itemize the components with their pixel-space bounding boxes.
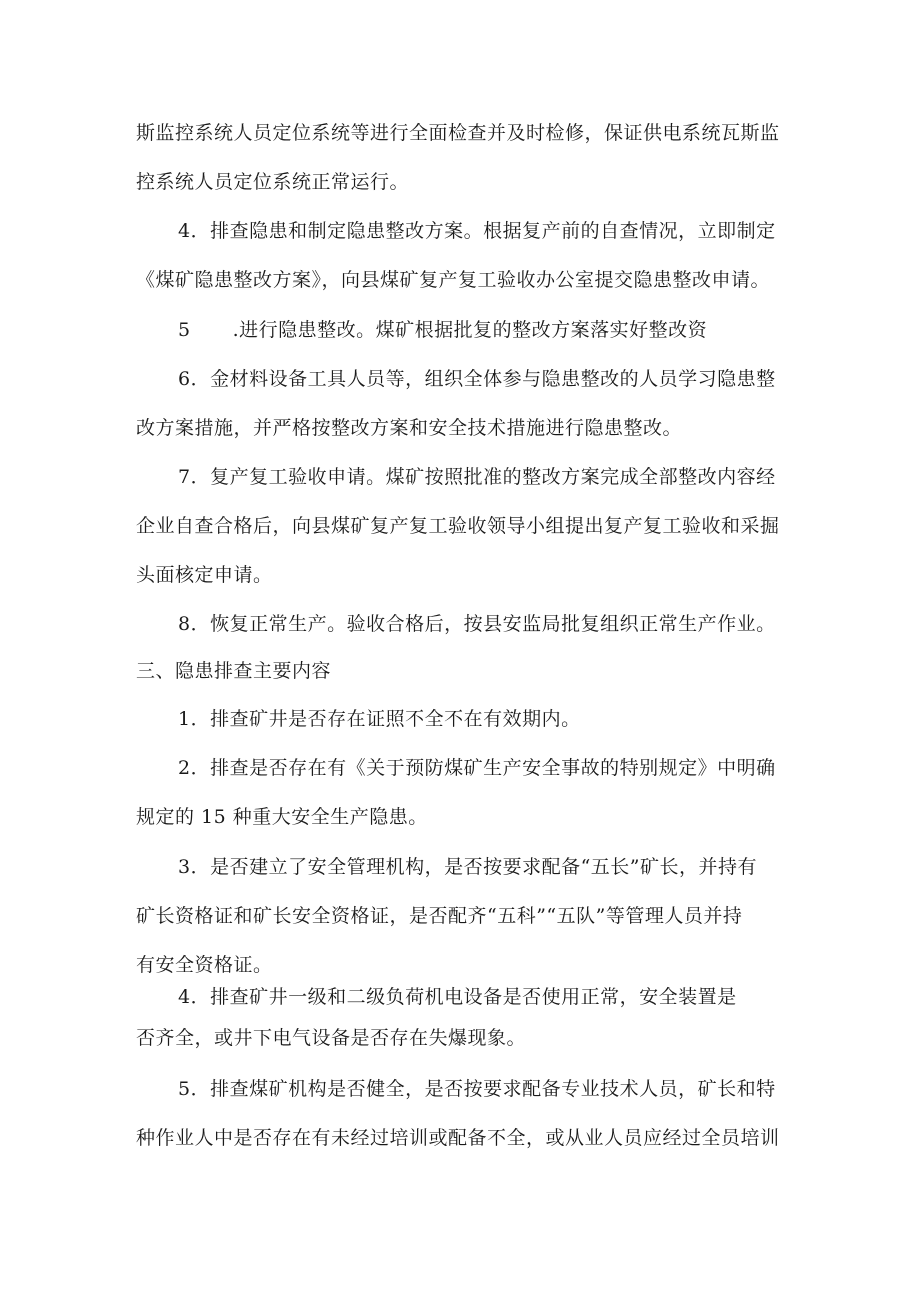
list-item-8-line: 8．恢复正常生产。验收合格后，按县安监局批复组织正常生产作业。 (178, 613, 776, 635)
list-item-7-line: 7．复产复工验收申请。煤矿按照批准的整改方案完成全部整改内容经 (178, 466, 776, 488)
section3-item-5-line: 5．排查煤矿机构是否健全，是否按要求配备专业技术人员，矿长和特 (178, 1078, 776, 1100)
section3-item-3-line: 3．是否建立了安全管理机构，是否按要求配备“五长”矿长，并持有 (178, 856, 758, 878)
section3-item-2-line: 规定的 15 种重大安全生产隐患。 (136, 806, 428, 828)
list-item-5-number: 5 (178, 319, 191, 341)
list-item-7-line: 头面核定申请。 (136, 564, 273, 586)
list-item-4-line: 4．排查隐患和制定隐患整改方案。根据复产前的自查情况，立即制定 (178, 220, 776, 242)
section3-item-2-line: 2．排查是否存在有《关于预防煤矿生产安全事故的特别规定》中明确 (178, 757, 776, 779)
list-item-6-line: 6．金材料设备工具人员等，组织全体参与隐患整改的人员学习隐患整 (178, 368, 776, 390)
list-item-4-line: 《煤矿隐患整改方案》，向县煤矿复产复工验收办公室提交隐患整改申请。 (136, 269, 771, 291)
section3-item-5-line: 种作业人中是否存在有未经过培训或配备不全，或从业人员应经过全员培训 (136, 1127, 780, 1149)
list-item-6-line: 改方案措施，并严格按整改方案和安全技术措施进行隐患整改。 (136, 417, 683, 439)
section3-item-4-line: 否齐全，或井下电气设备是否存在失爆现象。 (136, 1027, 527, 1049)
section3-item-3-line: 有安全资格证。 (136, 954, 273, 976)
paragraph-line: 控系统人员定位系统正常运行。 (136, 171, 410, 193)
paragraph-line: 斯监控系统人员定位系统等进行全面检查并及时检修，保证供电系统瓦斯监 (136, 122, 780, 144)
section-heading: 三、隐患排查主要内容 (136, 660, 332, 682)
list-item-7-line: 企业自查合格后，向县煤矿复产复工验收领导小组提出复产复工验收和采掘 (136, 515, 780, 537)
list-item-5-line (178, 318, 707, 342)
section3-item-4-line: 4．排查矿井一级和二级负荷机电设备是否使用正常，安全装置是 (178, 986, 737, 1008)
list-item-5-text: .进行隐患整改。煤矿根据批复的整改方案落实好整改资 (232, 319, 708, 341)
section3-item-1-line: 1．排查矿井是否存在证照不全不在有效期内。 (178, 708, 581, 730)
section3-item-3-line: 矿长资格证和矿长安全资格证，是否配齐“五科”“五队”等管理人员并持 (136, 905, 743, 927)
